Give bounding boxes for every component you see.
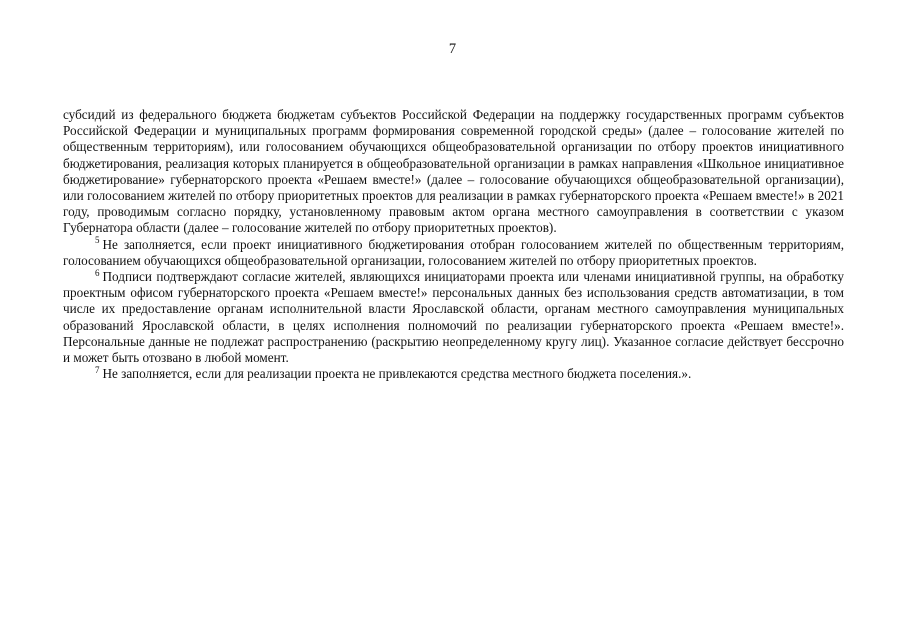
footnote-6	[63, 269, 844, 366]
footnote-marker: 6	[95, 267, 100, 278]
footnote-text: Подписи подтверждают согласие жителей, являющихся инициаторами проекта или членами инициативной группы, на обработку проектным офисом губернаторского проекта «Решаем вместе!» персональных данных без использования средств автоматизации, в том числе их предоставление органам исполнительной власти Ярославской области, органам местного самоуправления муниципальных образований Ярославской области, в целях исполнения полномочий по реализации губернаторского проекта «Решаем вместе!». Персональные данные не подлежат распространению (раскрытию неопределенному кругу лиц). Указанное согласие действует бессрочно и может быть отозвано в любой момент.	[63, 269, 844, 366]
footnote-marker: 7	[95, 364, 100, 375]
document-body	[63, 107, 844, 382]
paragraph-text: субсидий из федерального бюджета бюджетам субъектов Российской Федерации на поддержку государственных программ субъектов Российской Федерации и муниципальных программ формирования современной городской среды» (далее – голосование жителей по общественным территориям), или голосованием обучающихся общеобразовательной организации по отбору проектов инициативного бюджетирования, реализация которых планируется в общеобразовательной организации в рамках направления «Школьное инициативное бюджетирование» губернаторского проекта «Решаем вместе!» (далее – голосование обучающихся общеобразовательной организации), или голосованием жителей по отбору приоритетных проектов для реализации в рамках губернаторского проекта «Решаем вместе!» в 2021 году, проводимым согласно порядку, установленному правовым актом органа местного самоуправления в соответствии с указом Губернатора области (далее – голосование жителей по отбору приоритетных проектов).	[63, 107, 844, 236]
footnote-text: Не заполняется, если для реализации проекта не привлекаются средства местного бюджета поселения.».	[102, 366, 692, 382]
footnote-marker: 5	[95, 235, 100, 246]
footnote-text: Не заполняется, если проект инициативного бюджетирования отобран голосованием жителей по общественным территориям, голосованием обучающихся общеобразовательной организации, голосованием жителей по отбору приоритетных проектов.	[63, 236, 844, 268]
footnote-7	[63, 366, 844, 382]
footnote-5	[63, 237, 844, 269]
paragraph-continuation	[63, 107, 844, 237]
page-number: 7	[448, 41, 457, 57]
